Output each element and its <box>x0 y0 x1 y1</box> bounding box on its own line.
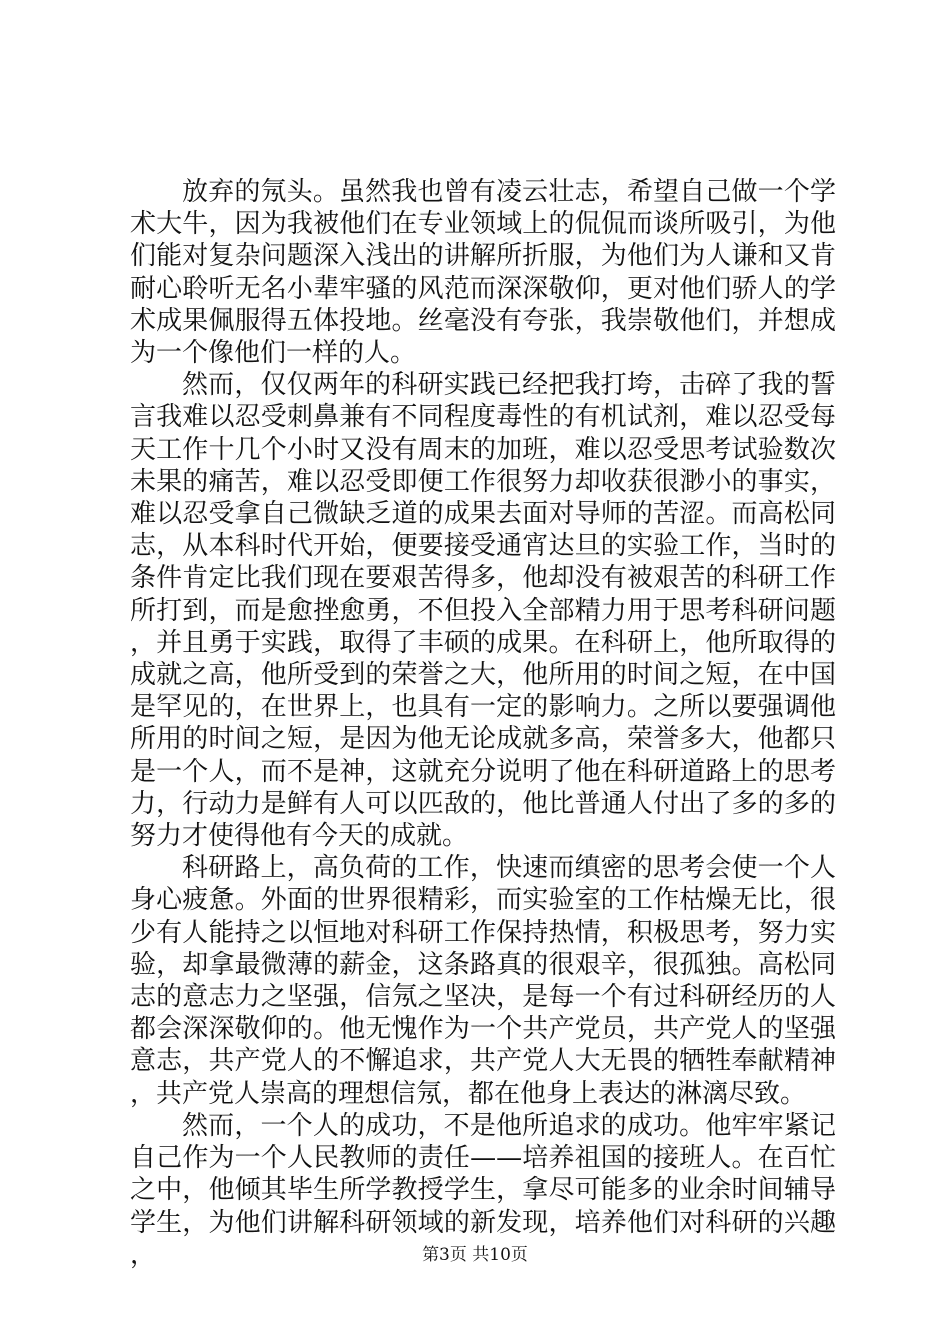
paragraph-2: 然而，仅仅两年的科研实践已经把我打垮，击碎了我的誓言我难以忍受刺鼻兼有不同程度毒性的有机试剂，难以忍受每天工作十几个小时又没有周末的加班，难以忍受思考试验数次未果的痛苦，难以忍受即便工作很努力却收获很渺小的事实，难以忍受拿自己微缺乏道的成果去面对导师的苦涩。而高松同志，从本科时代开始，便要接受通宵达旦的实验工作，当时的条件肯定比我们现在要艰苦得多，他却没有被艰苦的科研工作所打到，而是愈挫愈勇，不但投入全部精力用于思考科研问题，并且勇于实践，取得了丰硕的成果。在科研上，他所取得的成就之高，他所受到的荣誉之大，他所用的时间之短，在中国是罕见的，在世界上，也具有一定的影响力。之所以要强调他所用的时间之短，是因为他无论成就多高，荣誉多大，他都只是一个人，而不是神，这就充分说明了他在科研道路上的思考力，行动力是鲜有人可以匹敌的，他比普通人付出了多的多的努力才使得他有今天的成就。 <box>130 370 836 852</box>
paragraph-3: 科研路上，高负荷的工作，快速而缜密的思考会使一个人身心疲惫。外面的世界很精彩，而实验室的工作枯燥无比，很少有人能持之以恒地对科研工作保持热情，积极思考，努力实验，却拿最微薄的薪金，这条路真的很艰辛，很孤独。高松同志的意志力之坚强，信氖之坚决，是每一个有过科研经历的人都会深深敬仰的。他无愧作为一个共产党员，共产党人的坚强意志，共产党人的不懈追求，共产党人大无畏的牺牲奉献精神，共产党人崇高的理想信氖，都在他身上表达的淋漓尽致。 <box>130 853 836 1109</box>
page-number-footer: 第3页 共10页 <box>422 1245 528 1265</box>
paragraph-1: 放弃的氖头。虽然我也曾有凌云壮志，希望自己做一个学术大牛，因为我被他们在专业领域上的侃侃而谈所吸引，为他们能对复杂问题深入浅出的讲解所折服，为他们为人谦和又肯耐心聆听无名小辈牢骚的风范而深深敬仰，更对他们骄人的学术成果佩服得五体投地。丝毫没有夸张，我崇敬他们，并想成为一个像他们一样的人。 <box>130 177 836 369</box>
paragraph-4: 然而，一个人的成功，不是他所追求的成功。他牢牢紧记自己作为一个人民教师的责任——培养祖国的接班人。在百忙之中，他倾其毕生所学教授学生，拿尽可能多的业余时间辅导学生，为他们讲解科研领域的新发现，培养他们对科研的兴趣， <box>130 1110 836 1270</box>
body-text <box>130 176 836 1271</box>
